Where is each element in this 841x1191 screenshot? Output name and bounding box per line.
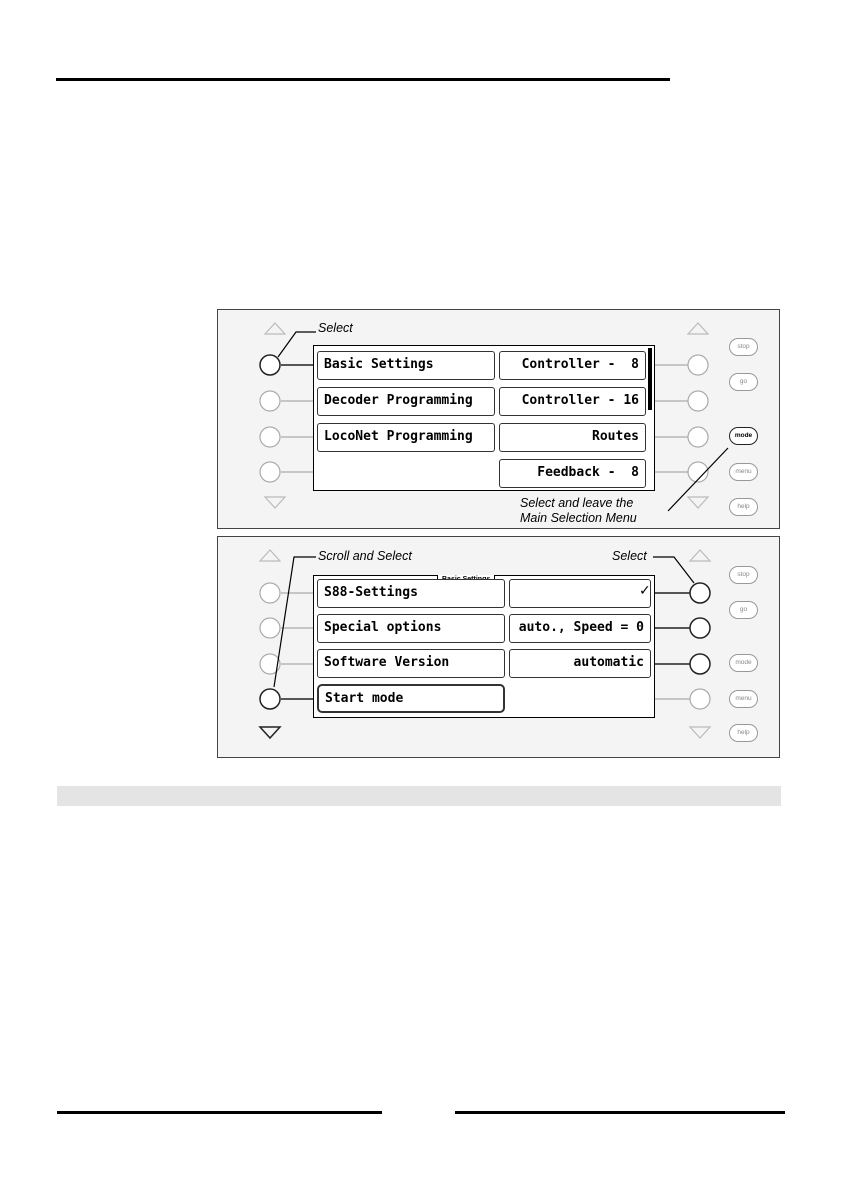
value-no-loco-data[interactable] — [509, 579, 651, 608]
go-button[interactable]: go — [729, 373, 758, 391]
right-scroll-up-icon — [688, 323, 708, 334]
scroll-select-callout-label: Scroll and Select — [318, 549, 412, 563]
left-softkey-1 — [260, 355, 280, 375]
main-menu-lcd — [313, 345, 655, 491]
header-rule — [56, 78, 670, 81]
menu-item-loconet-programming[interactable]: LocoNet Programming — [317, 423, 495, 452]
scroll-up-icon — [265, 323, 285, 334]
right-softkey-3 — [690, 654, 710, 674]
main-selection-panel — [217, 309, 780, 529]
left-softkey-2 — [260, 391, 280, 411]
footer-rule-left — [57, 1111, 382, 1114]
menu-item-feedback-8[interactable]: Feedback - 8 — [499, 459, 646, 488]
menu-button[interactable]: menu — [729, 463, 758, 481]
setting-software-version[interactable]: Software Version — [317, 649, 505, 678]
scroll-down-icon — [265, 497, 285, 508]
help-button[interactable]: help — [729, 498, 758, 516]
footer-rule-right — [455, 1111, 785, 1114]
select-callout-label: Select — [612, 549, 647, 563]
right-softkey-4 — [690, 689, 710, 709]
menu-button[interactable]: menu — [729, 690, 758, 708]
go-button[interactable]: go — [729, 601, 758, 619]
value-automatic[interactable]: automatic — [509, 649, 651, 678]
menu-item-controller-16[interactable]: Controller - 16 — [499, 387, 646, 416]
mode-button[interactable]: mode — [729, 427, 758, 445]
setting-start-mode[interactable]: Start mode — [317, 684, 505, 713]
basic-settings-lcd — [313, 575, 655, 718]
menu-item-basic-settings[interactable]: Basic Settings — [317, 351, 495, 380]
left-softkey-2 — [260, 618, 280, 638]
menu-item-decoder-programming[interactable]: Decoder Programming — [317, 387, 495, 416]
check-icon: ✓ — [639, 583, 651, 599]
section-bar — [57, 786, 781, 806]
left-softkey-4 — [260, 689, 280, 709]
select-callout-label: Select — [318, 321, 353, 335]
left-softkey-3 — [260, 427, 280, 447]
left-softkey-1 — [260, 583, 280, 603]
value-auto-speed[interactable]: auto., Speed = 0 — [509, 614, 651, 643]
left-softkey-4 — [260, 462, 280, 482]
menu-item-routes[interactable]: Routes — [499, 423, 646, 452]
right-scroll-down-icon — [690, 727, 710, 738]
right-softkey-1 — [690, 583, 710, 603]
lcd-scrollbar[interactable] — [648, 348, 652, 410]
right-softkey-1 — [688, 355, 708, 375]
scroll-up-icon — [260, 550, 280, 561]
setting-s88[interactable]: S88-Settings — [317, 579, 505, 608]
right-softkey-3 — [688, 427, 708, 447]
basic-settings-panel — [217, 536, 780, 758]
setting-special-options[interactable]: Special options — [317, 614, 505, 643]
mode-callout-label: Select and leave the Main Selection Menu — [520, 496, 637, 525]
help-button[interactable]: help — [729, 724, 758, 742]
right-scroll-up-icon — [690, 550, 710, 561]
right-scroll-down-icon — [688, 497, 708, 508]
scroll-down-icon — [260, 727, 280, 738]
stop-button[interactable]: stop — [729, 338, 758, 356]
right-softkey-2 — [688, 391, 708, 411]
menu-item-controller-8[interactable]: Controller - 8 — [499, 351, 646, 380]
right-softkey-2 — [690, 618, 710, 638]
stop-button[interactable]: stop — [729, 566, 758, 584]
mode-button[interactable]: mode — [729, 654, 758, 672]
